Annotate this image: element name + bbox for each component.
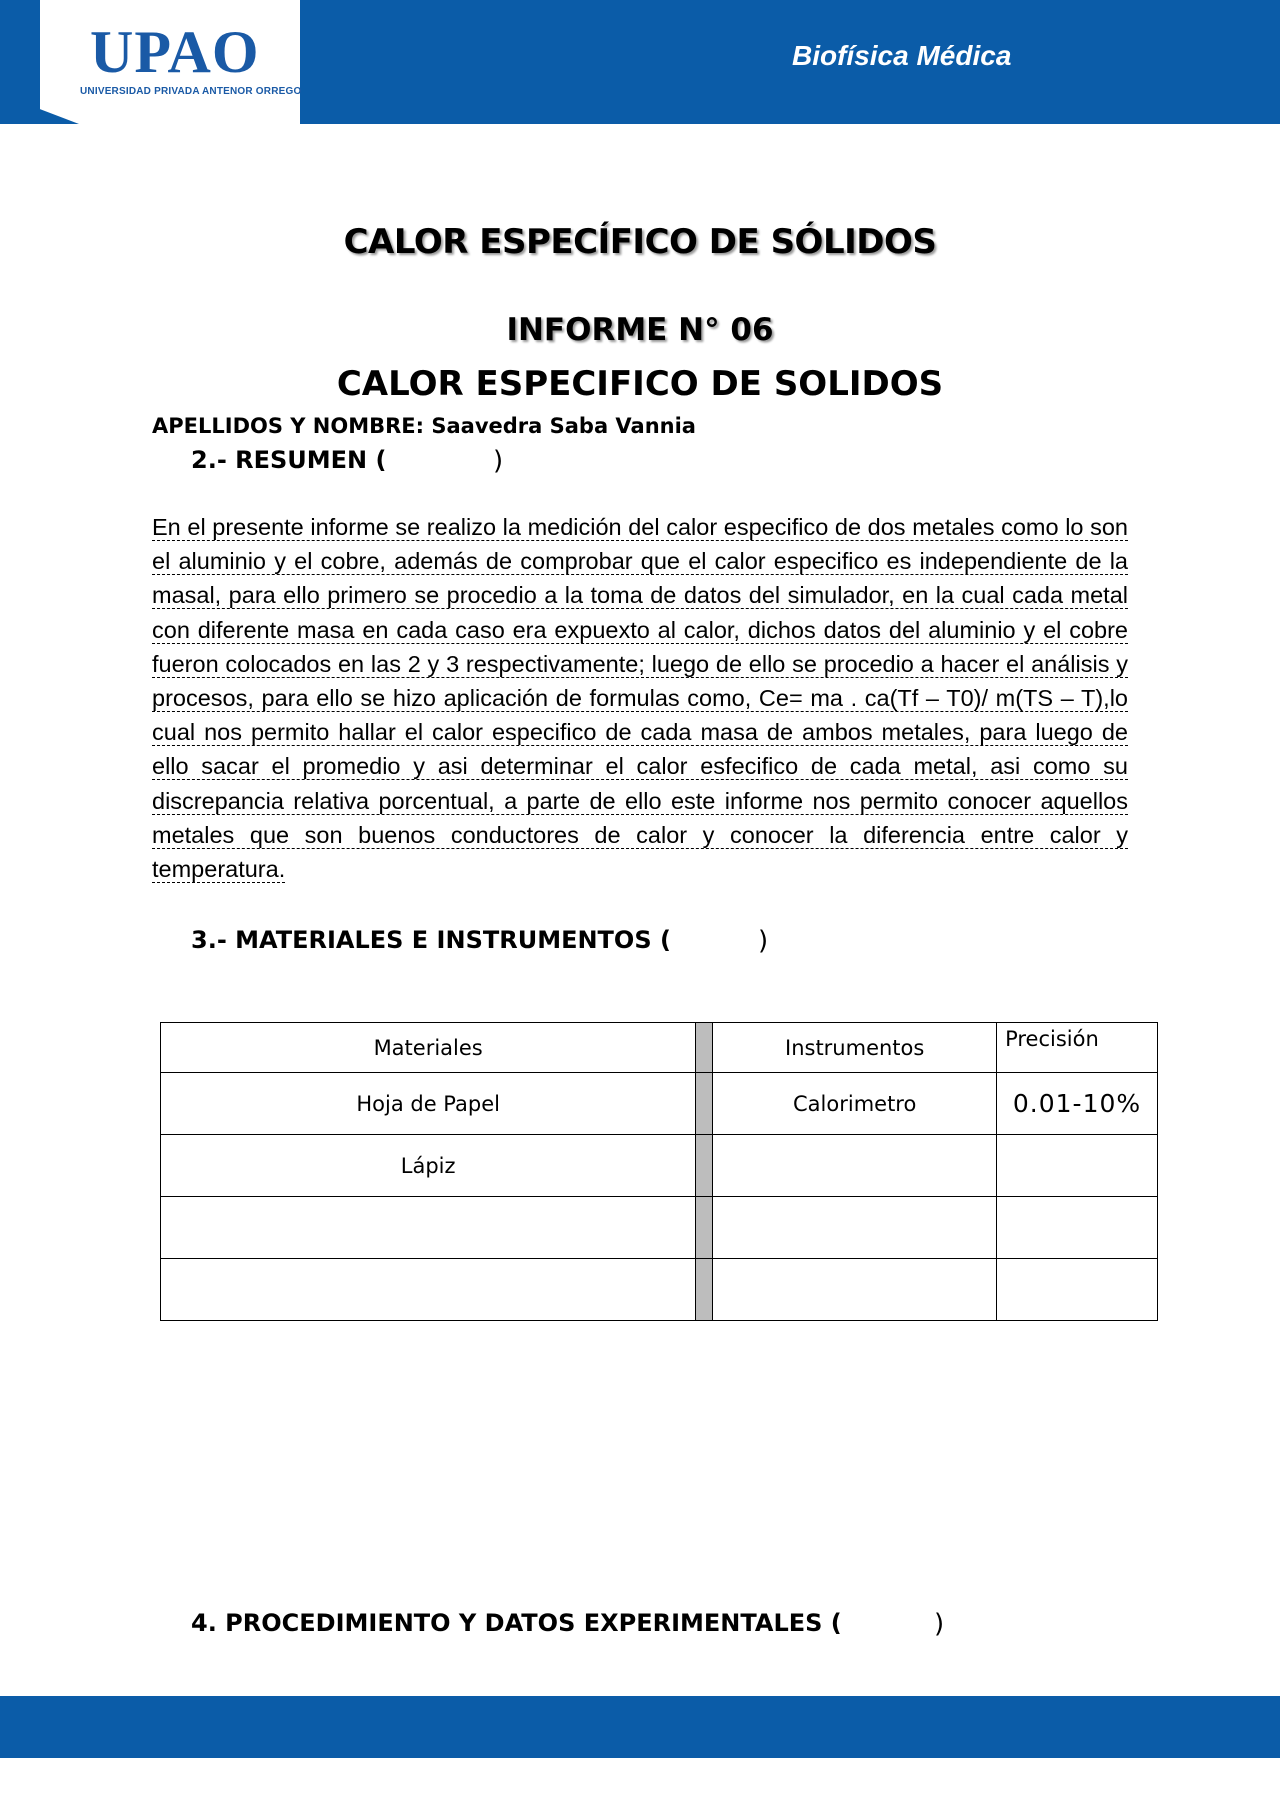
header-materials: Materiales	[161, 1023, 696, 1073]
table-cell-material	[161, 1259, 696, 1321]
logo-subtext: UNIVERSIDAD PRIVADA ANTENOR ORREGO	[80, 86, 302, 97]
header-instruments: Instrumentos	[713, 1023, 997, 1073]
student-name: APELLIDOS Y NOMBRE: Saavedra Saba Vannia	[152, 414, 696, 438]
footer-band	[0, 1696, 1280, 1758]
column-separator	[696, 1197, 713, 1259]
column-separator	[696, 1073, 713, 1135]
summary-heading-close: )	[493, 446, 504, 476]
course-title: Biofísica Médica	[792, 40, 1012, 71]
document-title: CALOR ESPECÍFICO DE SÓLIDOS	[343, 222, 937, 262]
summary-paragraph: En el presente informe se realizo la medición del calor especifico de dos metales como lo son el aluminio y el cobre, además de comprobar que el calor especifico es independiente de la masal, para ello primero se procedio a la toma de datos del simulador, en la cual cada metal con diferente masa en cada caso era expuexto al calor, dichos datos del aluminio y el cobre fueron colocados en las 2 y 3 respectivamente; luego de ello se procedio a hacer el análisis y procesos, para ello se hizo aplicación de formulas como, Ce= ma . ca(Tf – T0)/ m(TS – T),lo cual nos permito hallar el calor especifico de cada masa de ambos metales, para luego de ello sacar el promedio y asi determinar el calor esfecifico de cada metal, asi como su discrepancia relativa porcentual, a parte de ello este informe nos permito conocer aquellos metales que son buenos conductores de calor y conocer la diferencia entre calor y temperatura.	[152, 514, 1128, 883]
table-cell-precision	[997, 1259, 1158, 1321]
table-cell-instrument	[713, 1135, 997, 1197]
column-separator	[696, 1023, 713, 1073]
table-row	[161, 1073, 1158, 1135]
materials-table	[160, 1022, 1158, 1321]
table-cell-precision	[997, 1135, 1158, 1197]
procedure-heading: 4. PROCEDIMIENTO Y DATOS EXPERIMENTALES (	[191, 1609, 842, 1637]
table-cell-instrument: Calorimetro	[713, 1073, 997, 1135]
table-cell-precision: 0.01-10%	[997, 1073, 1158, 1135]
procedure-heading-close: )	[934, 1609, 945, 1639]
table-cell-material	[161, 1197, 696, 1259]
table-cell-material: Lápiz	[161, 1135, 696, 1197]
column-separator	[696, 1135, 713, 1197]
table-row	[161, 1135, 1158, 1197]
table-row	[161, 1197, 1158, 1259]
logo-text: UPAO	[90, 19, 260, 85]
document-subtitle: CALOR ESPECIFICO DE SOLIDOS	[336, 364, 944, 404]
materials-heading-close: )	[758, 926, 769, 956]
table-header-row	[161, 1023, 1158, 1073]
header-precision: Precisión	[997, 1023, 1158, 1073]
table-cell-material: Hoja de Papel	[161, 1073, 696, 1135]
table-cell-instrument	[713, 1259, 997, 1321]
report-number: INFORME N° 06	[506, 312, 774, 348]
table-cell-instrument	[713, 1197, 997, 1259]
summary-heading: 2.- RESUMEN (	[191, 446, 387, 474]
materials-heading: 3.- MATERIALES E INSTRUMENTOS (	[191, 926, 671, 954]
table-row	[161, 1259, 1158, 1321]
column-separator	[696, 1259, 713, 1321]
table-cell-precision	[997, 1197, 1158, 1259]
